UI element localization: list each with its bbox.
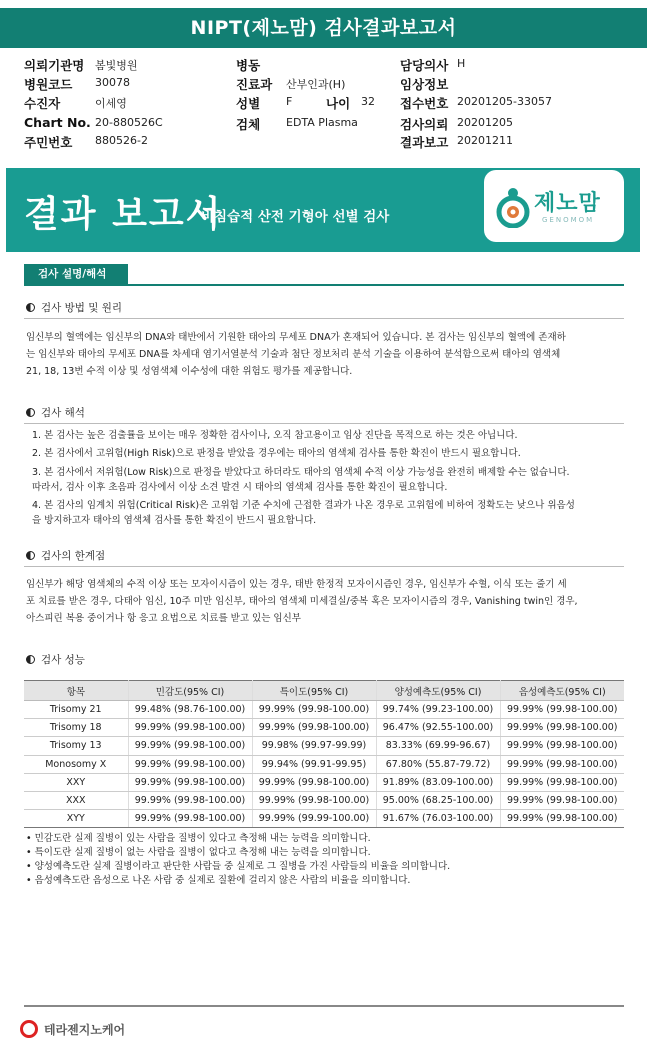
info-label: 검사의뢰	[400, 117, 449, 132]
info-label: 담당의사	[400, 58, 449, 73]
table-cell: Trisomy 18	[24, 719, 128, 737]
table-header: 특이도(95% CI)	[252, 681, 376, 701]
info-label: 검체	[236, 117, 261, 132]
half-circle-icon	[26, 408, 35, 417]
list-item: 3. 본 검사에서 저위험(Low Risk)으로 판정을 받았다고 하더라도 태아의 염색체 수적 이상 가능성을 완전히 배제할 수는 없습니다.	[32, 467, 570, 478]
info-label: 성별	[236, 96, 261, 111]
note: • 특이도란 실제 질병이 없는 사람을 질병이 없다고 측정해 내는 능력을 의미합니다.	[26, 847, 371, 858]
info-value: F	[286, 95, 293, 108]
table-header-row	[24, 681, 624, 701]
table-cell: 99.99% (99.99-100.00)	[252, 810, 376, 828]
table-header: 민감도(95% CI)	[128, 681, 252, 701]
section-header	[24, 264, 624, 284]
table-row	[24, 755, 624, 773]
table-cell: 99.99% (99.98-100.00)	[500, 755, 624, 773]
list-item: 2. 본 검사에서 고위험(High Risk)으로 판정을 받았을 경우에는 태아의 염색체 검사를 통한 확진이 반드시 필요합니다.	[32, 448, 521, 459]
table-cell: XXX	[24, 791, 128, 809]
info-value: H	[457, 57, 466, 70]
banner-title: 결과 보고서	[24, 194, 223, 235]
table-cell: 99.94% (99.91-99.95)	[252, 755, 376, 773]
table-cell: 83.33% (69.99-96.67)	[376, 737, 500, 755]
genomom-logo-icon	[496, 186, 530, 228]
table-cell: 99.99% (99.98-100.00)	[252, 719, 376, 737]
section-rule	[24, 284, 624, 286]
logo-en: GENOMOM	[542, 216, 595, 224]
table-cell: Trisomy 21	[24, 701, 128, 719]
footer-logo: 테라젠지노케어	[20, 1020, 125, 1038]
info-value: EDTA Plasma	[286, 116, 358, 129]
table-cell: 99.99% (99.98-100.00)	[128, 773, 252, 791]
table-row	[24, 737, 624, 755]
method-text: 임신부의 혈액에는 임신부의 DNA와 태반에서 기원한 태아의 무세포 DNA가 혼재되어 있습니다. 본 검사는 임신부의 혈액에 존재하 는 임신부와 태아의 무세포 DNA를 차세대 염기서열분석 기술과 첨단 정보처리 분석 기술을 이용하여 분석함으로써 태아의 염색체 21, 18, 13번 수적 이상 및 성염색체 이수성에 대한 위험도 평가를 제공합니다.	[26, 332, 566, 377]
list-item: 을 방지하고자 태아의 염색체 검사를 통한 확진이 반드시 필요합니다.	[32, 515, 317, 526]
table-cell: 99.99% (99.98-100.00)	[128, 737, 252, 755]
table-cell: 99.99% (99.98-100.00)	[252, 701, 376, 719]
report-title: NIPT(제노맘) 검사결과보고서	[0, 8, 647, 48]
info-value: 880526-2	[95, 134, 148, 147]
performance-heading: 검사 성능	[26, 652, 85, 667]
info-label: 수진자	[24, 96, 61, 111]
table-cell: 99.98% (99.97-99.99)	[252, 737, 376, 755]
info-label: Chart No.	[24, 115, 91, 130]
table-header: 항목	[24, 681, 128, 701]
table-row	[24, 701, 624, 719]
info-label: 진료과	[236, 77, 273, 92]
table-cell: 99.48% (98.76-100.00)	[128, 701, 252, 719]
table-row	[24, 791, 624, 809]
info-value: 32	[361, 95, 375, 108]
info-label: 의뢰기관명	[24, 58, 85, 73]
performance-notes	[26, 832, 626, 888]
list-item: 4. 본 검사의 임계치 위험(Critical Risk)은 고위험 기준 수치에 근접한 결과가 나온 경우로 고위험에 비하여 정확도는 낮으나 위음성	[32, 500, 575, 511]
half-circle-icon	[26, 303, 35, 312]
info-value: 봄빛병원	[95, 59, 138, 72]
info-value: 이세영	[95, 97, 127, 110]
table-cell: 91.89% (83.09-100.00)	[376, 773, 500, 791]
table-cell: 99.99% (99.98-100.00)	[128, 810, 252, 828]
genomom-logo	[484, 170, 624, 242]
table-cell: Monosomy X	[24, 755, 128, 773]
interpretation-heading: 검사 해석	[26, 405, 85, 420]
table-cell: 99.99% (99.98-100.00)	[252, 791, 376, 809]
patient-info	[24, 56, 624, 152]
table-cell: 99.99% (99.98-100.00)	[128, 791, 252, 809]
note: • 민감도란 실제 질병이 있는 사람을 질병이 있다고 측정해 내는 능력을 의미합니다.	[26, 833, 371, 844]
table-cell: XYY	[24, 810, 128, 828]
table-header: 양성예측도(95% CI)	[376, 681, 500, 701]
company-logo-icon	[20, 1020, 38, 1038]
result-banner	[6, 168, 640, 252]
list-item: 따라서, 검사 이후 초음파 검사에서 이상 소견 발견 시 태아의 염색체 검사를 통한 확진이 필요합니다.	[32, 482, 448, 493]
table-cell: Trisomy 13	[24, 737, 128, 755]
table-row	[24, 773, 624, 791]
banner-subtitle: 비침습적 산전 기형아 선별 검사	[201, 209, 390, 225]
info-label: 나이	[326, 96, 351, 111]
table-cell: 91.67% (76.03-100.00)	[376, 810, 500, 828]
table-cell: 99.99% (99.98-100.00)	[128, 719, 252, 737]
performance-table	[24, 680, 624, 828]
info-label: 임상정보	[400, 77, 449, 92]
info-label: 주민번호	[24, 135, 73, 150]
divider	[24, 566, 624, 567]
info-value: 20-880526C	[95, 116, 163, 129]
table-cell: 99.99% (99.98-100.00)	[500, 737, 624, 755]
info-label: 병동	[236, 58, 261, 73]
table-cell: 99.99% (99.98-100.00)	[500, 701, 624, 719]
limits-text: 임신부가 해당 염색체의 수적 이상 또는 모자이시즘이 있는 경우, 태반 한정적 모자이시즘인 경우, 임신부가 수혈, 이식 또는 줄기 세 포 치료를 받은 경우, 다태아 임신, 10주 미만 임신부, 태아의 염색체 미세결실/중복 혹은 모자이시즘의 경우, Vanishing twin인 경우, 아스피린 복용 중이거나 항 응고 요법으로 치료를 받고 있는 임신부	[26, 579, 578, 624]
table-cell: XXY	[24, 773, 128, 791]
note: • 음성예측도란 음성으로 나온 사람 중 실제로 질환에 걸리지 않은 사람의 비율을 의미합니다.	[26, 875, 411, 886]
note: • 양성예측도란 실제 질병이라고 판단한 사람들 중 실제로 그 질병을 가진 사람들의 비율을 의미합니다.	[26, 861, 451, 872]
table-row	[24, 810, 624, 828]
info-value: 30078	[95, 76, 130, 89]
table-header: 음성예측도(95% CI)	[500, 681, 624, 701]
half-circle-icon	[26, 551, 35, 560]
table-cell: 99.99% (99.98-100.00)	[500, 773, 624, 791]
table-cell: 99.99% (99.98-100.00)	[500, 719, 624, 737]
table-cell: 95.00% (68.25-100.00)	[376, 791, 500, 809]
info-value: 산부인과(H)	[286, 78, 346, 91]
table-cell: 99.99% (99.98-100.00)	[500, 810, 624, 828]
footer-divider	[24, 1005, 624, 1007]
table-cell: 67.80% (55.87-79.72)	[376, 755, 500, 773]
info-value: 20201211	[457, 134, 513, 147]
info-value: 20201205	[457, 116, 513, 129]
info-label: 병원코드	[24, 77, 73, 92]
half-circle-icon	[26, 655, 35, 664]
info-value: 20201205-33057	[457, 95, 552, 108]
table-cell: 99.74% (99.23-100.00)	[376, 701, 500, 719]
section-tab: 검사 설명/해석	[24, 264, 128, 284]
table-row	[24, 719, 624, 737]
logo-name: 제노맘	[534, 191, 601, 216]
table-cell: 96.47% (92.55-100.00)	[376, 719, 500, 737]
table-cell: 99.99% (99.98-100.00)	[500, 791, 624, 809]
table-cell: 99.99% (99.98-100.00)	[128, 755, 252, 773]
divider	[24, 423, 624, 424]
method-heading: 검사 방법 및 원리	[26, 300, 122, 315]
limits-heading: 검사의 한계점	[26, 548, 105, 563]
info-label: 결과보고	[400, 135, 449, 150]
list-item: 1. 본 검사는 높은 검출률을 보이는 매우 정확한 검사이나, 오직 참고용이고 임상 진단을 목적으로 하는 것은 아닙니다.	[32, 430, 518, 441]
info-label: 접수번호	[400, 96, 449, 111]
table-cell: 99.99% (99.98-100.00)	[252, 773, 376, 791]
divider	[24, 318, 624, 319]
